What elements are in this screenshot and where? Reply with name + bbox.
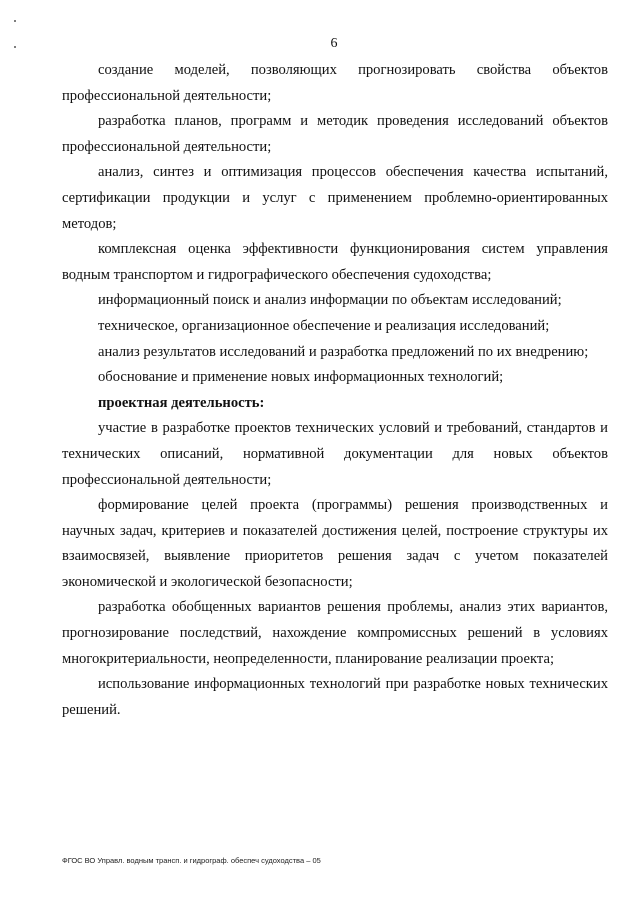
paragraph: анализ результатов исследований и разработка предложений по их внедрению; (98, 343, 589, 360)
paragraph: комплексная оценка эффективности функционирования систем управления водным транспортом и гидрографического обеспечения судоходства; (62, 241, 608, 283)
paragraph: информационный поиск и анализ информации по объектам исследований; (98, 292, 562, 309)
document-footer: ФГОС ВО Управл. водным трансп. и гидрограф. обеспеч судоходства – 05 (62, 856, 321, 865)
paragraph: создание моделей, позволяющих прогнозировать свойства объектов профессиональной деятельности; (62, 62, 608, 104)
paragraph: участие в разработке проектов технических условий и требований, стандартов и технических описаний, нормативной документации для новых объектов профессиональной деятельности; (62, 420, 608, 488)
section-heading: проектная деятельность: (98, 394, 265, 411)
paragraph: обоснование и применение новых информационных технологий; (98, 369, 504, 386)
paragraph: разработка обобщенных вариантов решения проблемы, анализ этих вариантов, прогнозирование последствий, нахождение компромиссных решений в условиях многокритериальности, неопределенности, планирование реализации проекта; (62, 599, 608, 667)
page-number: 6 (330, 36, 338, 51)
paragraph: анализ, синтез и оптимизация процессов обеспечения качества испытаний, сертификации продукции и услуг с применением проблемно-ориентированных методов; (62, 164, 608, 232)
paragraph: использование информационных технологий при разработке новых технических решений. (62, 676, 608, 718)
paragraph: техническое, организационное обеспечение и реализация исследований; (98, 317, 550, 334)
scan-speck (14, 20, 16, 22)
paragraph: формирование целей проекта (программы) решения производственных и научных задач, критериев и показателей достижения целей, построение структуры их взаимосвязей, выявление приоритетов решения задач с учетом показателей экономической и экологической безопасности; (62, 497, 608, 590)
paragraph: разработка планов, программ и методик проведения исследований объектов профессиональной деятельности; (62, 113, 608, 155)
body-text (62, 58, 608, 723)
